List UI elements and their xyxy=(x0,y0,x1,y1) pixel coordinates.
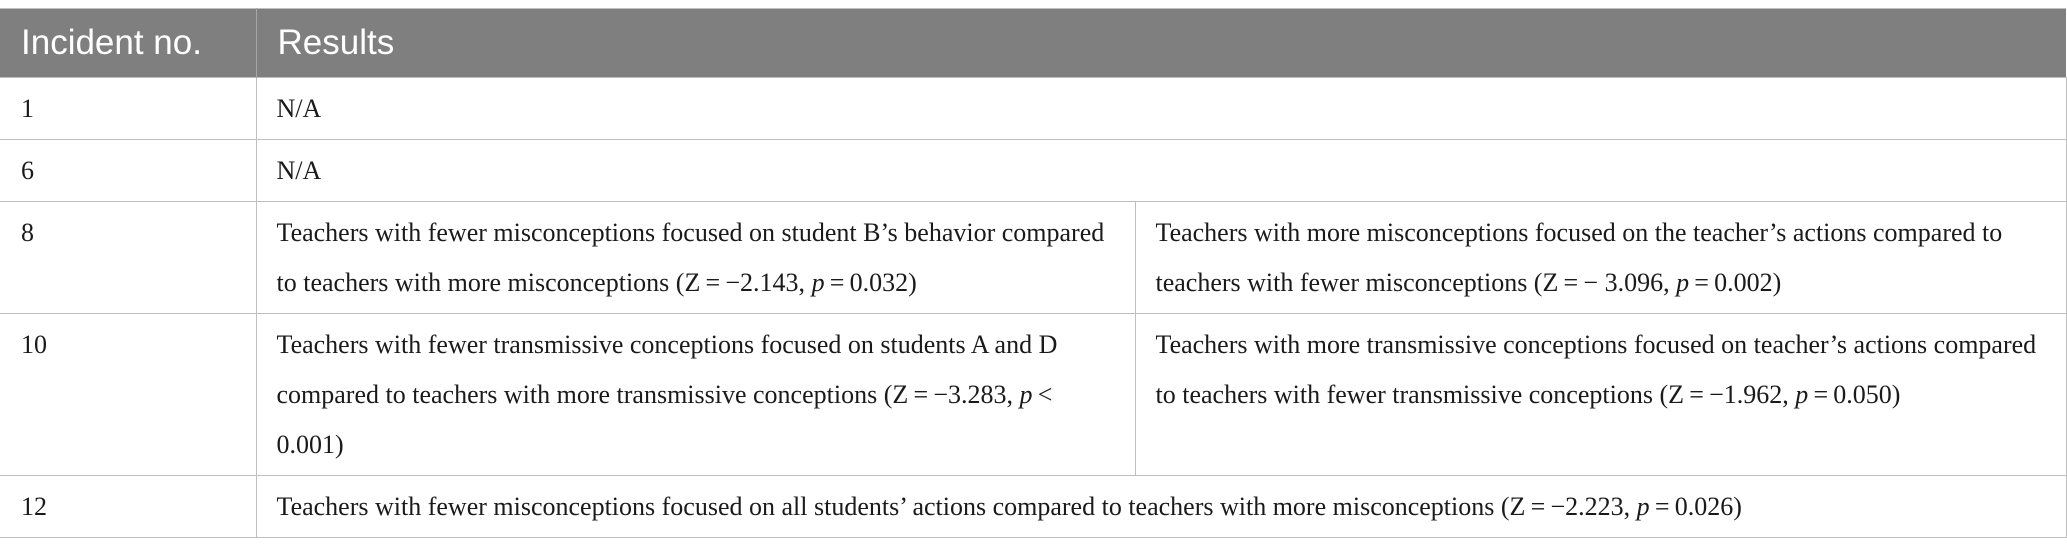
p-value: < 0.001) xyxy=(276,380,1058,459)
p-symbol: p xyxy=(1636,492,1650,521)
incident-number: 12 xyxy=(0,476,256,538)
result-text: Teachers with more misconceptions focused on the teacher’s actions compared to teachers with fewer misconceptions (Z = − 3.096, xyxy=(1155,218,2003,297)
table-row xyxy=(0,78,2066,140)
p-symbol: p xyxy=(1795,380,1809,409)
result-cell-right xyxy=(1135,314,2066,476)
incident-number: 1 xyxy=(0,78,256,140)
result-cell: N/A xyxy=(256,140,2066,202)
table-row xyxy=(0,476,2066,538)
p-symbol: p xyxy=(811,268,825,297)
result-text: Teachers with fewer misconceptions focused on all students’ actions compared to teachers with more misconceptions (Z = −2.223, xyxy=(276,492,1637,521)
p-value: = 0.026) xyxy=(1649,492,1742,521)
incident-number: 10 xyxy=(0,314,256,476)
table-row xyxy=(0,202,2066,314)
result-text: Teachers with more transmissive conceptions focused on teacher’s actions compared to teachers with fewer transmissive conceptions (Z = −1.962, xyxy=(1155,330,2037,409)
header-incident-no: Incident no. xyxy=(0,9,256,78)
result-text: Teachers with fewer transmissive conceptions focused on students A and D compared to teachers with more transmissive conceptions (Z = −3.283, xyxy=(276,330,1058,409)
p-value: = 0.050) xyxy=(1808,380,1901,409)
table-row xyxy=(0,140,2066,202)
result-cell-left xyxy=(256,202,1135,314)
incident-number: 8 xyxy=(0,202,256,314)
header-results: Results xyxy=(256,9,2066,78)
p-symbol: p xyxy=(1019,380,1033,409)
p-symbol: p xyxy=(1676,268,1690,297)
result-cell-left xyxy=(256,314,1135,476)
table-row xyxy=(0,314,2066,476)
results-table xyxy=(0,8,2067,538)
header-row xyxy=(0,9,2066,78)
p-value: = 0.002) xyxy=(1689,268,1782,297)
p-value: = 0.032) xyxy=(824,268,917,297)
result-text: Teachers with fewer misconceptions focused on student B’s behavior compared to teachers with more misconceptions (Z = −2.143, xyxy=(276,218,1105,297)
result-cell-right xyxy=(1135,202,2066,314)
result-cell xyxy=(256,476,2066,538)
incident-number: 6 xyxy=(0,140,256,202)
result-cell: N/A xyxy=(256,78,2066,140)
